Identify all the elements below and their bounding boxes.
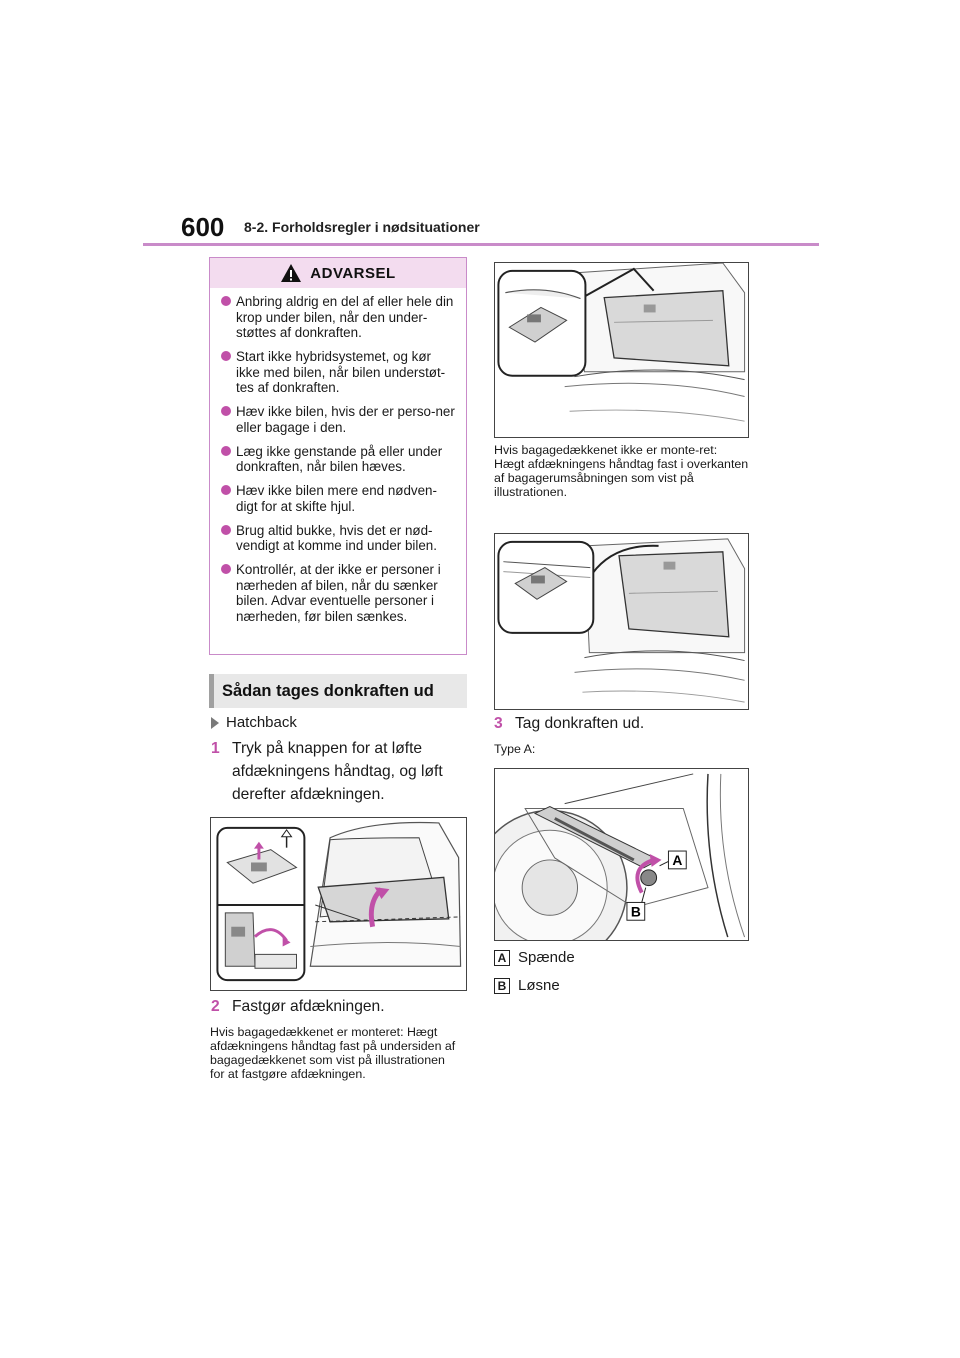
legend-item-b — [494, 977, 560, 994]
warning-item: Kontrollér, at der ikke er personer i nærheden af bilen, når du sænker bilen. Advar eventuelle personer i nærheden, før bilen sænkes. — [220, 562, 456, 624]
figure-hook-under-deck — [494, 262, 749, 438]
page-number: 600 — [181, 212, 225, 242]
warning-item: Hæv ikke bilen, hvis der er perso-ner eller bagage i den. — [220, 404, 456, 435]
legend-letter: A — [494, 950, 510, 966]
step-number: 3 — [494, 715, 503, 732]
figure-jack — [494, 768, 749, 941]
right-note: Hvis bagagedækkenet ikke er monte-ret: Hægt afdækningens håndtag fast i overkanten af bagagerumsåbningen som vist på illustrationen. — [494, 443, 749, 499]
step-1 — [211, 737, 461, 806]
section-title: 8-2. Forholdsregler i nødsituationer — [244, 219, 480, 235]
step-2-note: Hvis bagagedækkenet er monteret: Hægt afdækningens håndtag fast på undersiden af bagagedækkenet som vist på illustrationen for at fastgøre afdækningen. — [210, 1025, 456, 1081]
warning-title: ADVARSEL — [310, 264, 396, 282]
hatchback-cover-illustration — [211, 818, 466, 990]
variant-label: Hatchback — [211, 714, 297, 731]
legend-text: Løsne — [518, 977, 560, 994]
step-text: Tryk på knappen for at løfte afdækningens håndtag, og løft derefter afdækningen. — [232, 740, 443, 803]
header-rule — [143, 243, 819, 246]
bullet-icon — [221, 296, 231, 306]
cover-hooked-opening-edge-illustration — [495, 534, 748, 709]
callout-a: A — [672, 851, 683, 868]
bullet-icon — [221, 564, 231, 574]
section-heading: Sådan tages donkraften ud — [209, 674, 467, 708]
warning-item: Brug altid bukke, hvis det er nød-vendigt at komme ind under bilen. — [220, 523, 456, 554]
step-text: Fastgør afdækningen. — [232, 998, 385, 1015]
type-label: Type A: — [494, 742, 536, 756]
step-number: 1 — [211, 740, 220, 757]
figure-hook-opening-edge — [494, 533, 749, 710]
warning-triangle-icon — [280, 263, 302, 283]
bullet-icon — [221, 446, 231, 456]
bullet-icon — [221, 351, 231, 361]
warning-header — [210, 258, 466, 288]
step-2 — [211, 995, 461, 1018]
jack-removal-illustration — [495, 769, 748, 940]
figure-open-cover — [210, 817, 467, 991]
warning-item: Læg ikke genstande på eller under donkraften, når bilen hæves. — [220, 444, 456, 475]
step-3 — [494, 712, 749, 735]
bullet-icon — [221, 485, 231, 495]
bullet-icon — [221, 525, 231, 535]
warning-box — [209, 257, 467, 655]
triangle-bullet-icon — [211, 717, 219, 729]
legend-item-a — [494, 949, 575, 966]
warning-item: Hæv ikke bilen mere end nødven-digt for at skifte hjul. — [220, 483, 456, 514]
warning-list — [210, 288, 466, 624]
warning-item: Anbring aldrig en del af eller hele din krop under bilen, når den under-støttes af donkraften. — [220, 294, 456, 341]
warning-item: Start ikke hybridsystemet, og kør ikke med bilen, når bilen understøt-tes af donkraften. — [220, 349, 456, 396]
step-text: Tag donkraften ud. — [515, 715, 645, 732]
step-number: 2 — [211, 998, 220, 1015]
bullet-icon — [221, 406, 231, 416]
cover-hooked-under-deck-illustration — [495, 263, 748, 437]
callout-b: B — [630, 903, 641, 920]
legend-letter: B — [494, 978, 510, 994]
legend-text: Spænde — [518, 949, 575, 966]
